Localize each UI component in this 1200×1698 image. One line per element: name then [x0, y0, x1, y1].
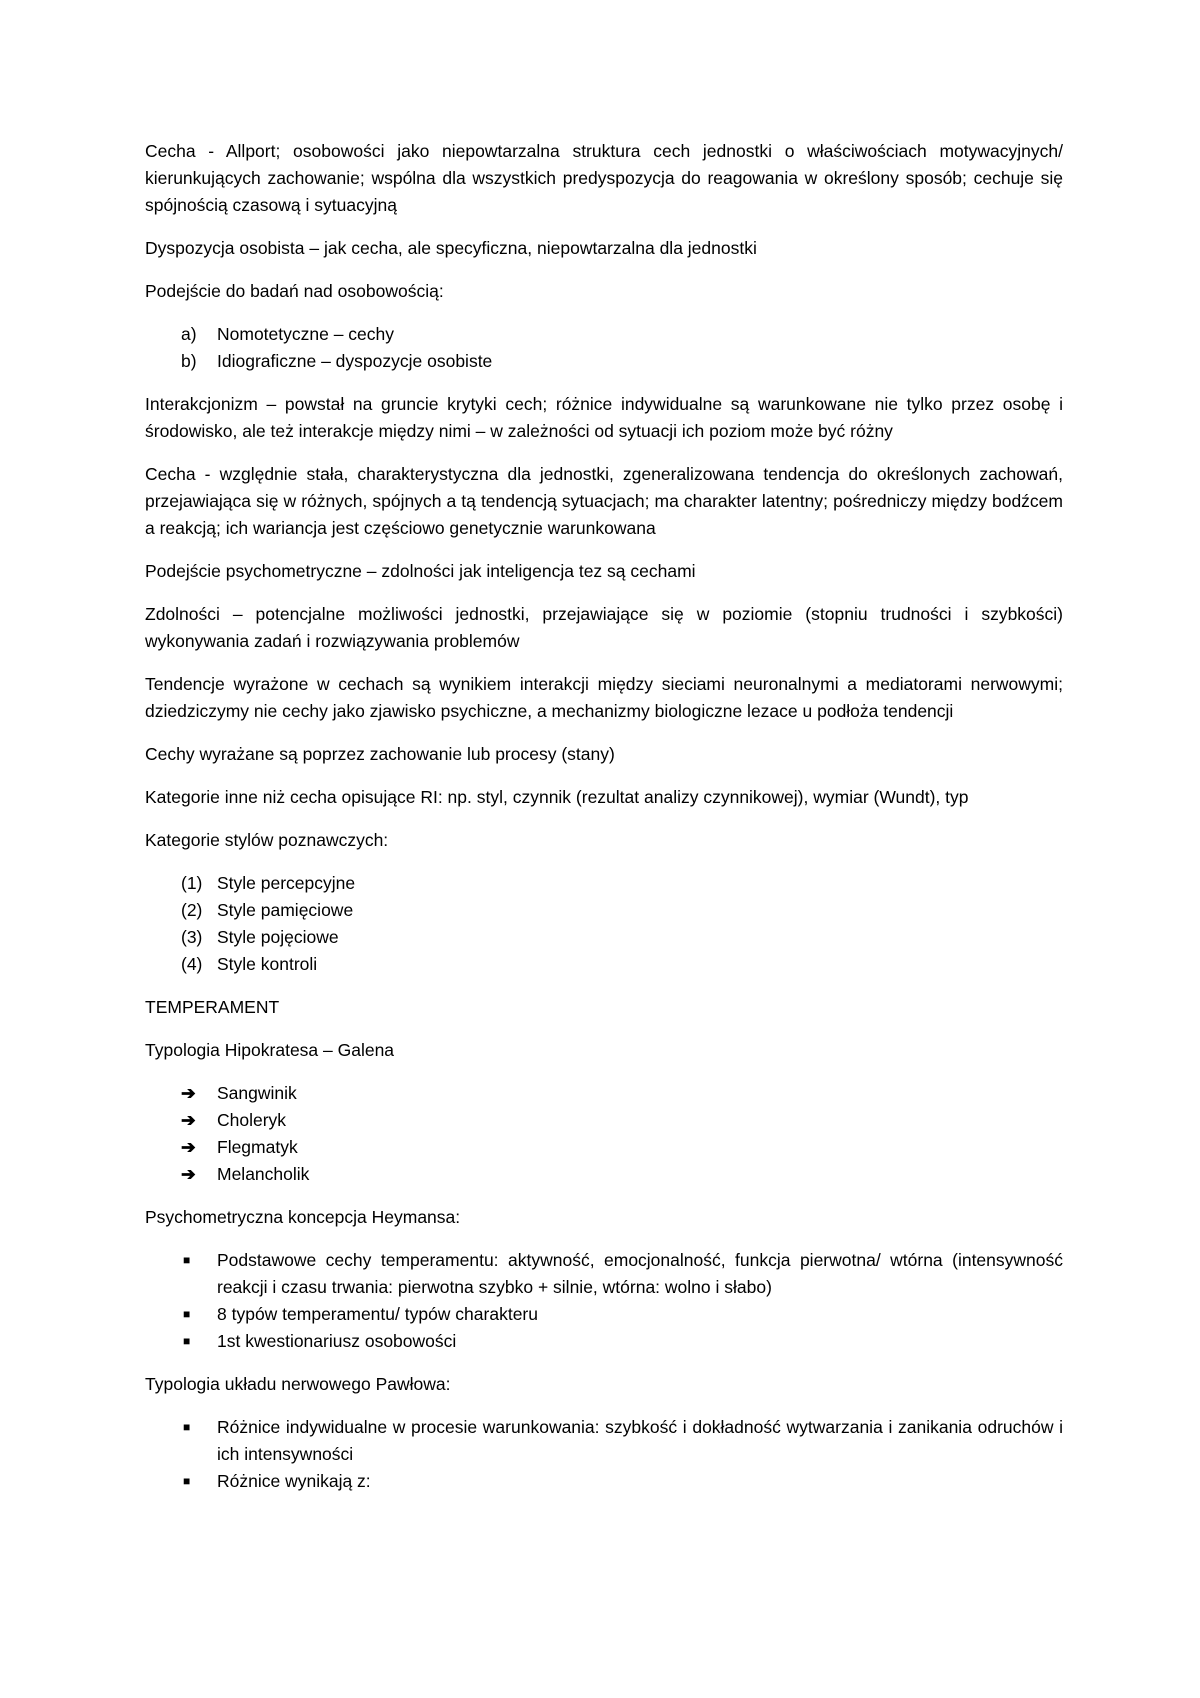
list-marker: a) — [181, 324, 197, 344]
paragraph-trait-definition: Cecha - względnie stała, charakterystyczna dla jednostki, zgeneralizowana tendencja do określonych zachowań, przejawiająca się w różnych, spójnych a tą tendencją sytuacjach; ma charakter latentny; pośredniczy między bodźcem a reakcją; ich wariancja jest częściowo genetycznie warunkowana — [145, 464, 1063, 538]
paragraph-psychometric-approach: Podejście psychometryczne – zdolności jak inteligencja tez są cechami — [145, 561, 696, 581]
document-page — [145, 138, 1063, 1511]
paragraph-other-categories: Kategorie inne niż cecha opisujące RI: np. styl, czynnik (rezultat analizy czynnikowej), wymiar (Wundt), typ — [145, 787, 969, 807]
list-marker: b) — [181, 351, 197, 371]
list-item-text: 8 typów temperamentu/ typów charakteru — [217, 1304, 538, 1324]
paragraph-tendencies: Tendencje wyrażone w cechach są wynikiem interakcji między sieciami neuronalnymi a mediatorami nerwowymi; dziedziczymy nie cechy jako zjawisko psychiczne, a mechanizmy biologiczne lezace u podłoża tendencji — [145, 674, 1063, 721]
paragraph-personal-disposition: Dyspozycja osobista – jak cecha, ale specyficzna, niepowtarzalna dla jednostki — [145, 238, 757, 258]
arrow-icon: ➔ — [181, 1137, 196, 1157]
list-item — [145, 321, 1063, 348]
list-item-text: Podstawowe cechy temperamentu: aktywność, emocjonalność, funkcja pierwotna/ wtórna (intensywność reakcji i czasu trwania: pierwotna szybko + silnie, wtórna: wolno i słabo) — [217, 1250, 1063, 1297]
list-item-text: 1st kwestionariusz osobowości — [217, 1331, 457, 1351]
arrow-icon: ➔ — [181, 1083, 196, 1103]
list-item-text: Sangwinik — [217, 1083, 297, 1103]
paragraph-heymans-heading: Psychometryczna koncepcja Heymansa: — [145, 1207, 461, 1227]
square-bullet-icon: ■ — [183, 1307, 191, 1321]
paragraph-allport-trait: Cecha - Allport; osobowości jako niepowtarzalna struktura cech jednostki o właściwościach motywacyjnych/ kierunkujących zachowanie; wspólna dla wszystkich predyspozycja do reagowania w określony sposób; cechuje się spójnością czasową i sytuacyjną — [145, 141, 1063, 215]
square-bullet-icon: ■ — [183, 1334, 191, 1348]
list-item-text: Style pojęciowe — [217, 927, 339, 947]
paragraph-temperament-heading: TEMPERAMENT — [145, 997, 280, 1017]
paragraph-pavlov-heading: Typologia układu nerwowego Pawłowa: — [145, 1374, 451, 1394]
heymans-list — [145, 1247, 1063, 1355]
list-item — [145, 951, 1063, 978]
list-item-text: Choleryk — [217, 1110, 287, 1130]
list-item-text: Style percepcyjne — [217, 873, 356, 893]
list-item — [145, 1080, 1063, 1107]
list-item — [145, 1414, 1063, 1468]
list-item — [145, 1161, 1063, 1188]
list-item — [145, 924, 1063, 951]
paragraph-cognitive-styles-heading: Kategorie stylów poznawczych: — [145, 830, 389, 850]
paragraph-hippocrates-galen: Typologia Hipokratesa – Galena — [145, 1040, 395, 1060]
list-item — [145, 1134, 1063, 1161]
arrow-icon: ➔ — [181, 1110, 196, 1130]
approaches-list — [145, 321, 1063, 375]
cognitive-styles-list — [145, 870, 1063, 978]
square-bullet-icon: ■ — [183, 1253, 191, 1267]
paragraph-trait-expression: Cechy wyrażane są poprzez zachowanie lub procesy (stany) — [145, 744, 615, 764]
list-item — [145, 1468, 1063, 1495]
square-bullet-icon: ■ — [183, 1420, 191, 1434]
list-item — [145, 870, 1063, 897]
arrow-icon: ➔ — [181, 1164, 196, 1184]
list-item-text: Różnice wynikają z: — [217, 1471, 371, 1491]
list-marker: (4) — [181, 954, 203, 974]
list-item — [145, 1328, 1063, 1355]
list-item-text: Różnice indywidualne w procesie warunkowania: szybkość i dokładność wytwarzania i zanikania odruchów i ich intensywności — [217, 1417, 1063, 1464]
list-item-text: Nomotetyczne – cechy — [217, 324, 395, 344]
list-item-text: Melancholik — [217, 1164, 310, 1184]
temperaments-list — [145, 1080, 1063, 1188]
list-item-text: Flegmatyk — [217, 1137, 298, 1157]
list-item — [145, 348, 1063, 375]
list-marker: (2) — [181, 900, 203, 920]
list-item-text: Idiograficzne – dyspozycje osobiste — [217, 351, 493, 371]
list-marker: (1) — [181, 873, 203, 893]
paragraph-interactionism: Interakcjonizm – powstał na gruncie krytyki cech; różnice indywidualne są warunkowane nie tylko przez osobę i środowisko, ale też interakcje między nimi – w zależności od sytuacji ich poziom może być różny — [145, 394, 1063, 441]
list-marker: (3) — [181, 927, 203, 947]
list-item-text: Style pamięciowe — [217, 900, 354, 920]
square-bullet-icon: ■ — [183, 1474, 191, 1488]
paragraph-research-approach: Podejście do badań nad osobowością: — [145, 281, 444, 301]
list-item — [145, 1301, 1063, 1328]
list-item — [145, 1107, 1063, 1134]
pavlov-list — [145, 1414, 1063, 1495]
list-item — [145, 1247, 1063, 1301]
list-item — [145, 897, 1063, 924]
list-item-text: Style kontroli — [217, 954, 318, 974]
paragraph-abilities: Zdolności – potencjalne możliwości jednostki, przejawiające się w poziomie (stopniu trudności i szybkości) wykonywania zadań i rozwiązywania problemów — [145, 604, 1063, 651]
